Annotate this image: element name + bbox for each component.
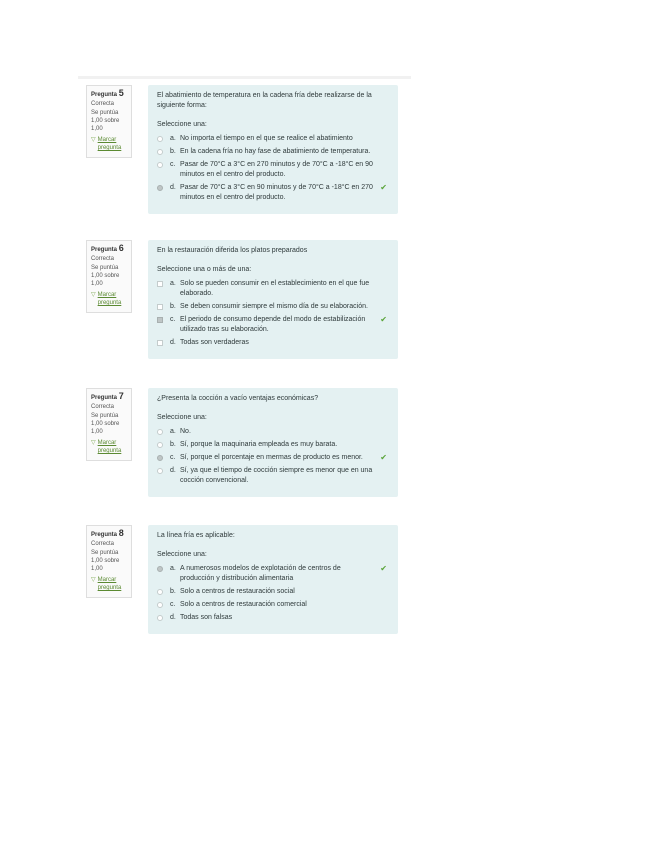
answer-option-b[interactable] bbox=[157, 440, 390, 450]
question-content bbox=[148, 240, 398, 359]
option-text[interactable]: Solo se pueden consumir en el establecimiento en el que fue elaborado. bbox=[180, 280, 370, 297]
answer-option-d[interactable] bbox=[157, 338, 390, 348]
answer-option-d[interactable] bbox=[157, 613, 390, 623]
option-letter: b. bbox=[170, 441, 176, 448]
question-number-value: 6 bbox=[118, 243, 124, 253]
question-info bbox=[86, 85, 132, 158]
question-number bbox=[91, 89, 127, 99]
question-number-value: 8 bbox=[118, 528, 124, 538]
radio-button[interactable] bbox=[157, 162, 163, 168]
answer-option-d[interactable] bbox=[157, 466, 390, 486]
answer-option-a[interactable] bbox=[157, 427, 390, 437]
option-text[interactable]: Solo a centros de restauración social bbox=[180, 588, 295, 595]
flag-icon: ▽ bbox=[91, 440, 96, 446]
question-label: Pregunta bbox=[91, 92, 118, 98]
radio-button[interactable] bbox=[157, 185, 163, 191]
question-number-value: 5 bbox=[118, 88, 124, 98]
flag-question-link[interactable] bbox=[91, 576, 127, 592]
flag-question-link[interactable] bbox=[91, 291, 127, 307]
correct-check-icon: ✔ bbox=[380, 453, 387, 462]
option-text[interactable]: Todas son verdaderas bbox=[180, 339, 249, 346]
question-grade: Se puntúa 1,00 sobre 1,00 bbox=[91, 550, 120, 572]
option-text[interactable]: En la cadena fría no hay fase de abatimiento de temperatura. bbox=[180, 148, 371, 155]
answer-option-b[interactable] bbox=[157, 302, 390, 312]
answer-option-c[interactable] bbox=[157, 160, 390, 180]
option-text[interactable]: Pasar de 70°C a 3°C en 270 minutos y de 70°C a -18°C en 90 minutos en el centro del producto. bbox=[180, 161, 373, 178]
option-letter: a. bbox=[170, 565, 176, 572]
option-text[interactable]: Pasar de 70°C a 3°C en 90 minutos y de 70°C a -18°C en 270 minutos en el centro del producto. bbox=[180, 184, 373, 201]
question-state: Correcta bbox=[91, 541, 115, 547]
question-label: Pregunta bbox=[91, 247, 118, 253]
option-text[interactable]: El periodo de consumo depende del modo de estabilización utilizado tras su elaboración. bbox=[180, 316, 366, 333]
answer-option-a[interactable] bbox=[157, 564, 390, 584]
flag-question-link[interactable] bbox=[91, 136, 127, 152]
option-text[interactable]: Sí, porque el porcentaje en mermas de producto es menor. bbox=[180, 454, 363, 461]
option-letter: b. bbox=[170, 588, 176, 595]
option-letter: d. bbox=[170, 614, 176, 621]
question-text: ¿Presenta la cocción a vacío ventajas económicas? bbox=[157, 395, 319, 402]
flag-question-label[interactable]: Marcar pregunta bbox=[97, 292, 122, 306]
question-info bbox=[86, 525, 132, 598]
option-text[interactable]: Sí, porque la maquinaria empleada es muy barata. bbox=[180, 441, 338, 448]
radio-button[interactable] bbox=[157, 602, 163, 608]
question-content bbox=[148, 85, 398, 214]
question-text: En la restauración diferida los platos preparados bbox=[157, 247, 308, 254]
option-letter: c. bbox=[170, 316, 176, 323]
answer-prompt: Seleccione una: bbox=[157, 551, 207, 558]
answer-option-d[interactable] bbox=[157, 183, 390, 203]
flag-question-label[interactable]: Marcar pregunta bbox=[97, 137, 122, 151]
answer-prompt: Seleccione una: bbox=[157, 121, 207, 128]
checkbox[interactable] bbox=[157, 317, 163, 323]
radio-button[interactable] bbox=[157, 455, 163, 461]
option-letter: c. bbox=[170, 601, 176, 608]
question-text: El abatimiento de temperatura en la cadena fría debe realizarse de la siguiente forma: bbox=[157, 92, 372, 109]
correct-check-icon: ✔ bbox=[380, 183, 387, 192]
radio-button[interactable] bbox=[157, 615, 163, 621]
answer-prompt: Seleccione una: bbox=[157, 414, 207, 421]
question-content bbox=[148, 388, 398, 497]
flag-icon: ▽ bbox=[91, 292, 96, 298]
radio-button[interactable] bbox=[157, 589, 163, 595]
checkbox[interactable] bbox=[157, 281, 163, 287]
option-letter: a. bbox=[170, 428, 176, 435]
option-letter: a. bbox=[170, 280, 176, 287]
answer-option-c[interactable] bbox=[157, 315, 390, 335]
question-number bbox=[91, 392, 127, 402]
correct-check-icon: ✔ bbox=[380, 564, 387, 573]
answer-options bbox=[157, 279, 390, 348]
question-label: Pregunta bbox=[91, 532, 118, 538]
answer-option-a[interactable] bbox=[157, 134, 390, 144]
option-text[interactable]: Todas son falsas bbox=[180, 614, 233, 621]
answer-options bbox=[157, 564, 390, 623]
option-letter: b. bbox=[170, 303, 176, 310]
option-text[interactable]: No importa el tiempo en el que se realice el abatimiento bbox=[180, 135, 353, 142]
option-letter: a. bbox=[170, 135, 176, 142]
checkbox[interactable] bbox=[157, 304, 163, 310]
option-letter: d. bbox=[170, 184, 176, 191]
answer-prompt: Seleccione una o más de una: bbox=[157, 266, 252, 273]
option-letter: c. bbox=[170, 161, 176, 168]
question-info bbox=[86, 240, 132, 313]
answer-option-c[interactable] bbox=[157, 453, 390, 463]
option-letter: d. bbox=[170, 339, 176, 346]
radio-button[interactable] bbox=[157, 136, 163, 142]
answer-option-a[interactable] bbox=[157, 279, 390, 299]
option-text[interactable]: No. bbox=[180, 428, 191, 435]
question-number-value: 7 bbox=[118, 391, 124, 401]
question-content bbox=[148, 525, 398, 634]
question-state: Correcta bbox=[91, 256, 115, 262]
answer-options bbox=[157, 427, 390, 486]
question-label: Pregunta bbox=[91, 395, 118, 401]
flag-question-label[interactable]: Marcar pregunta bbox=[97, 577, 122, 591]
question-number bbox=[91, 244, 127, 254]
flag-question-link[interactable] bbox=[91, 439, 127, 455]
checkbox[interactable] bbox=[157, 340, 163, 346]
question-text: La línea fría es aplicable: bbox=[157, 532, 235, 539]
question-state: Correcta bbox=[91, 404, 115, 410]
radio-button[interactable] bbox=[157, 442, 163, 448]
question-grade: Se puntúa 1,00 sobre 1,00 bbox=[91, 413, 120, 435]
flag-icon: ▽ bbox=[91, 577, 96, 583]
radio-button[interactable] bbox=[157, 149, 163, 155]
option-text[interactable]: Se deben consumir siempre el mismo día de su elaboración. bbox=[180, 303, 368, 310]
radio-button[interactable] bbox=[157, 468, 163, 474]
question-number bbox=[91, 529, 127, 539]
option-letter: d. bbox=[170, 467, 176, 474]
option-text[interactable]: A numerosos modelos de explotación de centros de producción y distribución alimentaria bbox=[180, 565, 341, 582]
option-text[interactable]: Solo a centros de restauración comercial bbox=[180, 601, 307, 608]
question-grade: Se puntúa 1,00 sobre 1,00 bbox=[91, 110, 120, 132]
option-text[interactable]: Sí, ya que el tiempo de cocción siempre es menor que en una cocción convencional. bbox=[180, 467, 373, 484]
flag-icon: ▽ bbox=[91, 137, 96, 143]
answer-option-b[interactable] bbox=[157, 147, 390, 157]
correct-check-icon: ✔ bbox=[380, 315, 387, 324]
radio-button[interactable] bbox=[157, 566, 163, 572]
radio-button[interactable] bbox=[157, 429, 163, 435]
question-grade: Se puntúa 1,00 sobre 1,00 bbox=[91, 265, 120, 287]
question-info bbox=[86, 388, 132, 461]
question-state: Correcta bbox=[91, 101, 115, 107]
answer-options bbox=[157, 134, 390, 203]
flag-question-label[interactable]: Marcar pregunta bbox=[97, 440, 122, 454]
option-letter: b. bbox=[170, 148, 176, 155]
answer-option-c[interactable] bbox=[157, 600, 390, 610]
answer-option-b[interactable] bbox=[157, 587, 390, 597]
option-letter: c. bbox=[170, 454, 176, 461]
top-divider bbox=[78, 76, 411, 79]
